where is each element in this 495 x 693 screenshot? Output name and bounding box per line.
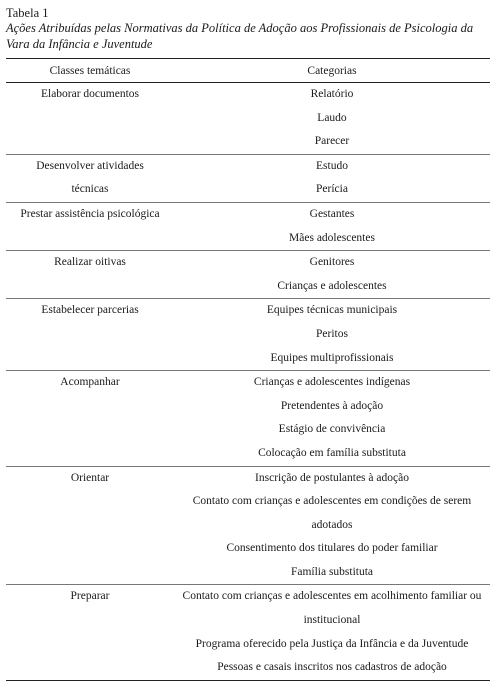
- theme-cell: [6, 371, 174, 466]
- table-body: [6, 83, 490, 681]
- table-row: [6, 154, 490, 202]
- category-item: Gestantes: [309, 207, 355, 220]
- table-row: [6, 251, 490, 299]
- theme-label: Elaborar documentos: [40, 88, 140, 100]
- category-item: Família substituta: [290, 565, 374, 578]
- category-item: Inscrição de postulantes à adoção: [255, 471, 409, 484]
- category-item: Estudo: [316, 159, 348, 172]
- category-item: Crianças e adolescentes indígenas: [253, 376, 411, 389]
- category-item: Equipes multiprofissionais: [270, 351, 394, 364]
- table-number: Tabela 1: [6, 6, 49, 20]
- category-item: Pretendentes à adoção: [280, 399, 384, 412]
- theme-cell: [6, 466, 174, 585]
- category-item: Mães adolescentes: [289, 231, 375, 244]
- theme-cell: [6, 299, 174, 371]
- theme-cell: [6, 154, 174, 202]
- theme-cell: [6, 251, 174, 299]
- categories-cell: [174, 466, 490, 585]
- categories-cell: [174, 371, 490, 466]
- categories-cell: [174, 585, 490, 680]
- category-item: Relatório: [310, 88, 354, 100]
- category-item: Estágio de convivência: [278, 423, 386, 436]
- table-caption: Ações Atribuídas pelas Normativas da Política de Adoção aos Profissionais de Psicologia da Vara da Infância e Juventude: [6, 21, 474, 51]
- category-item: Colocação em família substituta: [258, 446, 406, 459]
- theme-label: Preparar: [70, 590, 110, 603]
- document-page: [6, 5, 490, 52]
- theme-label: Prestar assistência psicológica: [20, 207, 160, 220]
- header-row: [6, 59, 490, 83]
- theme-label: Realizar oitivas: [54, 256, 126, 269]
- categories-cell: [174, 83, 490, 155]
- table-row: [6, 585, 490, 680]
- category-item: Crianças e adolescentes: [277, 279, 387, 292]
- category-item: Parecer: [314, 135, 350, 148]
- category-item: Consentimento dos titulares do poder familiar: [226, 542, 438, 555]
- category-item: Laudo: [317, 111, 347, 124]
- categories-cell: [174, 299, 490, 371]
- data-table: [6, 58, 490, 681]
- theme-label: Desenvolver atividades técnicas: [36, 159, 144, 196]
- category-item: Programa oferecido pela Justiça da Infância e da Juventude: [195, 637, 469, 650]
- table-row: [6, 202, 490, 250]
- categories-cell: [174, 202, 490, 250]
- theme-cell: [6, 202, 174, 250]
- category-item: Genitores: [309, 256, 355, 269]
- theme-label: Estabelecer parcerias: [41, 304, 139, 317]
- category-item: Contato com crianças e adolescentes em acolhimento familiar ou institucional: [182, 590, 482, 627]
- table-row: [6, 83, 490, 155]
- category-item: Perícia: [316, 183, 348, 196]
- header-categories: Categorias: [174, 59, 490, 83]
- category-item: Peritos: [316, 327, 348, 340]
- category-item: Equipes técnicas municipais: [266, 304, 398, 317]
- table-row: [6, 466, 490, 585]
- header-classes: Classes temáticas: [6, 59, 174, 83]
- table-row: [6, 371, 490, 466]
- table-row: [6, 299, 490, 371]
- categories-cell: [174, 154, 490, 202]
- theme-cell: [6, 83, 174, 155]
- theme-label: Acompanhar: [60, 376, 120, 389]
- category-item: Pessoas e casais inscritos nos cadastros de adoção: [217, 661, 447, 674]
- category-item: Contato com crianças e adolescentes em condições de serem adotados: [192, 495, 472, 531]
- categories-cell: [174, 251, 490, 299]
- theme-label: Orientar: [70, 471, 110, 484]
- theme-cell: [6, 585, 174, 680]
